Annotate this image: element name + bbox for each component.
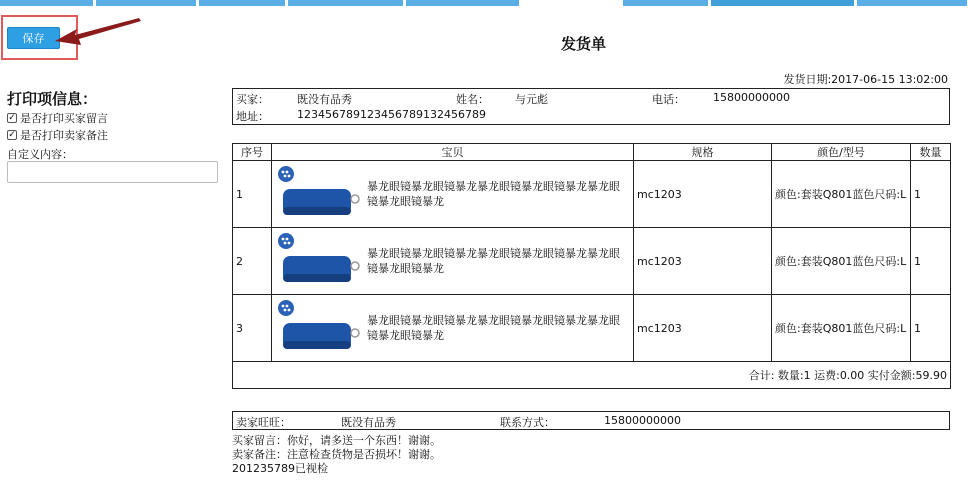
table-row <box>233 161 951 228</box>
item-spec: mc1203 <box>634 295 772 362</box>
item-no: 2 <box>233 228 272 295</box>
item-product-cell <box>272 228 634 295</box>
item-product-cell <box>272 161 634 228</box>
top-tab-strip <box>0 0 968 6</box>
header-spec: 规格 <box>634 144 772 161</box>
item-qty: 1 <box>911 228 951 295</box>
items-table <box>232 143 951 389</box>
checkbox-checked-icon[interactable]: ✓ <box>8 113 16 123</box>
custom-content-input[interactable] <box>7 161 218 183</box>
address-label: 地址： <box>236 110 269 123</box>
buyer-value: 既没有品秀 <box>297 93 352 106</box>
contact-label: 联系方式： <box>500 416 555 429</box>
custom-content: 201235789已视检 <box>232 462 328 475</box>
phone-label: 电话： <box>652 93 685 106</box>
phone-value: 15800000000 <box>713 91 790 104</box>
buyer-note: 买家留言：你好，请多送一个东西！谢谢。 <box>232 434 441 447</box>
item-spec: mc1203 <box>634 228 772 295</box>
seller-note-option[interactable] <box>7 127 108 143</box>
item-no: 1 <box>233 161 272 228</box>
item-no: 3 <box>233 295 272 362</box>
item-qty: 1 <box>911 161 951 228</box>
checkbox-checked-icon[interactable]: ✓ <box>8 130 16 140</box>
table-row <box>233 228 951 295</box>
buyer-note-option-label: 是否打印买家留言 <box>20 112 108 125</box>
custom-content-label: 自定义内容： <box>7 148 73 161</box>
item-spec: mc1203 <box>634 161 772 228</box>
item-qty: 1 <box>911 295 951 362</box>
item-color: 颜色:套装Q801蓝色尺码:L <box>772 161 911 228</box>
address-value: 123456789123456789132456789 <box>297 108 486 121</box>
document-title: 发货单 <box>561 35 607 53</box>
item-color: 颜色:套装Q801蓝色尺码:L <box>772 295 911 362</box>
seller-note: 卖家备注：注意检查货物是否损坏！谢谢。 <box>232 448 441 461</box>
item-name: 暴龙眼镜暴龙眼镜暴龙暴龙眼镜暴龙眼镜暴龙暴龙眼镜暴龙眼镜暴龙 <box>367 180 620 208</box>
print-options-title: 打印项信息： <box>7 90 98 108</box>
header-qty: 数量 <box>911 144 951 161</box>
save-button[interactable]: 保存 <box>7 27 60 49</box>
total-row <box>233 362 951 389</box>
ship-date: 发货日期:2017-06-15 13:02:00 <box>783 73 948 86</box>
header-color: 颜色/型号 <box>772 144 911 161</box>
product-thumbnail <box>275 165 361 223</box>
product-thumbnail <box>275 299 361 357</box>
buyer-note-option[interactable] <box>7 110 108 126</box>
items-header-row <box>233 144 951 161</box>
seller-info-box <box>232 411 950 430</box>
seller-note-option-label: 是否打印卖家备注 <box>20 129 108 142</box>
item-name: 暴龙眼镜暴龙眼镜暴龙暴龙眼镜暴龙眼镜暴龙暴龙眼镜暴龙眼镜暴龙 <box>367 314 620 342</box>
item-color: 颜色:套装Q801蓝色尺码:L <box>772 228 911 295</box>
table-row <box>233 295 951 362</box>
order-total: 合计: 数量:1 运费:0.00 实付金额:59.90 <box>233 362 951 389</box>
pointer-arrow-icon <box>55 15 145 47</box>
name-value: 与元彪 <box>515 93 548 106</box>
header-no: 序号 <box>233 144 272 161</box>
item-name: 暴龙眼镜暴龙眼镜暴龙暴龙眼镜暴龙眼镜暴龙暴龙眼镜暴龙眼镜暴龙 <box>367 247 620 275</box>
name-label: 姓名： <box>456 93 489 106</box>
seller-value: 既没有品秀 <box>341 416 396 429</box>
header-product: 宝贝 <box>272 144 634 161</box>
item-product-cell <box>272 295 634 362</box>
product-thumbnail <box>275 232 361 290</box>
seller-label: 卖家旺旺： <box>236 416 291 429</box>
buyer-label: 买家： <box>236 93 269 106</box>
contact-value: 15800000000 <box>604 414 681 427</box>
